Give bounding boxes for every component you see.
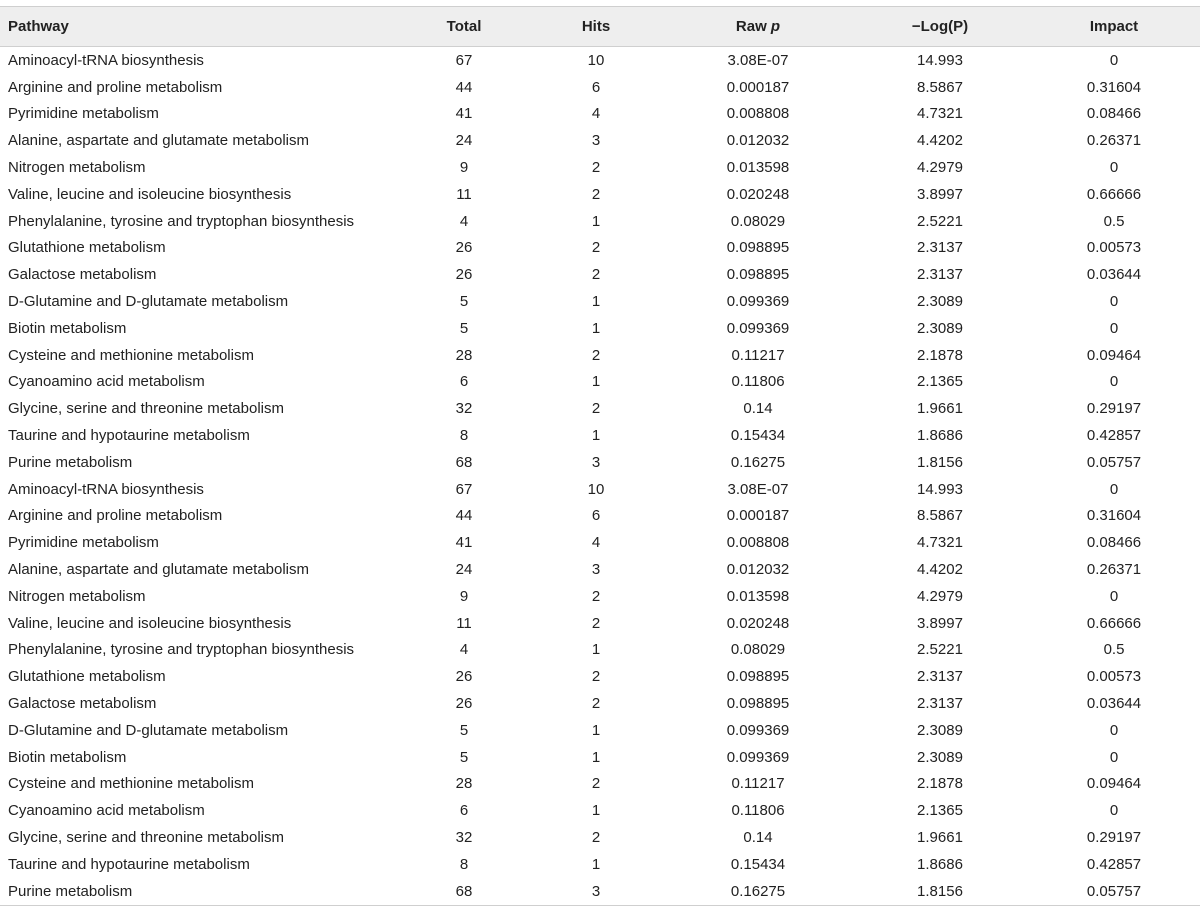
cell-raw-p: 0.11806	[731, 802, 785, 820]
cell-raw-p: 0.11217	[731, 346, 785, 364]
table-row	[0, 369, 1200, 396]
header-row	[0, 7, 1200, 47]
cell-neglog-p: 14.993	[917, 480, 963, 498]
cell-pathway: Glutathione metabolism	[8, 239, 166, 257]
cell-total: 11	[456, 614, 472, 632]
cell-hits: 1	[591, 721, 601, 739]
cell-total: 67	[455, 480, 473, 498]
cell-hits: 2	[591, 695, 601, 713]
cell-pathway: Taurine and hypotaurine metabolism	[8, 855, 250, 873]
cell-hits: 2	[591, 587, 601, 605]
cell-raw-p: 0.013598	[726, 587, 790, 605]
cell-raw-p: 0.098895	[726, 695, 790, 713]
cell-pathway: Alanine, aspartate and glutamate metabolism	[8, 561, 310, 579]
cell-hits: 1	[591, 373, 601, 391]
cell-impact: 0.42857	[1086, 855, 1142, 873]
table-header	[0, 7, 1200, 47]
table-row	[0, 503, 1200, 530]
cell-impact: 0.09464	[1086, 346, 1142, 364]
cell-raw-p: 0.14	[743, 829, 773, 846]
cell-impact: 0	[1109, 319, 1119, 337]
cell-neglog-p: 1.9661	[917, 829, 963, 846]
table-row	[0, 690, 1200, 717]
cell-impact: 0.29197	[1086, 829, 1142, 846]
header-total: Total	[400, 7, 528, 47]
cell-total: 4	[459, 212, 469, 230]
cell-total: 4	[459, 641, 469, 659]
cell-neglog-p: 2.5221	[917, 641, 963, 659]
cell-total: 32	[455, 829, 473, 846]
table-row	[0, 208, 1200, 235]
cell-hits: 2	[591, 614, 601, 632]
table-row	[0, 878, 1200, 905]
cell-total: 41	[455, 534, 473, 552]
cell-impact: 0.09464	[1086, 775, 1142, 793]
table-row	[0, 47, 1200, 74]
cell-pathway: Biotin metabolism	[8, 319, 127, 337]
cell-impact: 0.05757	[1086, 453, 1142, 471]
cell-raw-p: 0.099369	[726, 293, 790, 311]
cell-hits: 1	[591, 802, 601, 820]
header-impact: Impact	[1028, 7, 1200, 47]
cell-hits: 3	[591, 561, 601, 579]
cell-neglog-p: 4.7321	[917, 105, 963, 123]
cell-raw-p: 0.08029	[730, 212, 786, 230]
cell-impact: 0	[1109, 721, 1119, 739]
cell-hits: 1	[591, 293, 601, 311]
table-row	[0, 637, 1200, 664]
cell-neglog-p: 4.2979	[917, 159, 963, 177]
cell-hits: 1	[591, 748, 601, 766]
cell-hits: 2	[591, 829, 601, 846]
table-row	[0, 717, 1200, 744]
header-raw-p-prefix: Raw	[735, 18, 767, 35]
cell-neglog-p: 14.993	[917, 51, 963, 69]
table-row	[0, 261, 1200, 288]
table-row	[0, 663, 1200, 690]
cell-impact: 0.31604	[1086, 507, 1142, 525]
cell-impact: 0	[1109, 480, 1119, 498]
cell-raw-p: 0.08029	[730, 641, 786, 659]
cell-raw-p: 0.14	[743, 400, 773, 418]
cell-raw-p: 0.000187	[726, 507, 790, 525]
cell-impact: 0.29197	[1086, 400, 1142, 418]
table-row	[0, 74, 1200, 101]
table-row	[0, 342, 1200, 369]
table-row	[0, 154, 1200, 181]
cell-pathway: Pyrimidine metabolism	[8, 105, 159, 123]
cell-raw-p: 0.012032	[726, 561, 790, 579]
cell-pathway: Biotin metabolism	[8, 748, 127, 766]
cell-pathway: Phenylalanine, tyrosine and tryptophan biosynthesis	[8, 641, 355, 659]
cell-total: 28	[455, 346, 473, 364]
cell-impact: 0.03644	[1086, 266, 1142, 284]
cell-total: 32	[455, 400, 473, 418]
table-row	[0, 315, 1200, 342]
table-row	[0, 529, 1200, 556]
cell-impact: 0	[1109, 51, 1119, 69]
cell-impact: 0	[1109, 587, 1119, 605]
table-row	[0, 422, 1200, 449]
cell-hits: 2	[591, 185, 601, 203]
cell-pathway: Arginine and proline metabolism	[8, 507, 223, 525]
header-pathway: Pathway	[0, 7, 400, 47]
table-row	[0, 583, 1200, 610]
cell-pathway: Phenylalanine, tyrosine and tryptophan biosynthesis	[8, 212, 355, 230]
cell-total: 5	[459, 293, 469, 311]
cell-pathway: Nitrogen metabolism	[8, 587, 146, 605]
cell-neglog-p: 2.1878	[917, 346, 963, 364]
cell-raw-p: 3.08E-07	[727, 51, 789, 69]
cell-hits: 1	[591, 641, 601, 659]
table-row	[0, 181, 1200, 208]
cell-total: 68	[455, 453, 473, 471]
cell-neglog-p: 3.8997	[917, 614, 963, 632]
cell-neglog-p: 4.4202	[917, 132, 963, 150]
cell-raw-p: 0.16275	[664, 878, 852, 905]
cell-hits: 3	[528, 878, 664, 905]
cell-raw-p: 0.098895	[726, 239, 790, 257]
cell-neglog-p: 2.3137	[917, 266, 963, 284]
cell-impact: 0.00573	[1086, 239, 1142, 257]
cell-pathway: Arginine and proline metabolism	[8, 78, 223, 96]
cell-total: 26	[455, 239, 473, 257]
cell-total: 44	[455, 78, 473, 96]
cell-impact: 0.08466	[1086, 534, 1142, 552]
cell-hits: 2	[591, 400, 601, 418]
cell-pathway: D-Glutamine and D-glutamate metabolism	[8, 293, 289, 311]
table-row	[0, 771, 1200, 798]
cell-raw-p: 0.020248	[726, 614, 790, 632]
cell-raw-p: 0.16275	[730, 453, 786, 471]
cell-impact: 0.66666	[1086, 614, 1142, 632]
pathway-table	[0, 6, 1200, 906]
cell-impact: 0.42857	[1086, 427, 1142, 445]
cell-pathway: Valine, leucine and isoleucine biosynthesis	[8, 614, 292, 632]
cell-hits: 1	[591, 855, 601, 873]
cell-raw-p: 0.15434	[730, 855, 786, 873]
cell-neglog-p: 2.1365	[917, 802, 963, 820]
table-row	[0, 476, 1200, 503]
cell-hits: 1	[591, 319, 601, 337]
cell-total: 5	[459, 748, 469, 766]
cell-neglog-p: 2.3089	[917, 319, 963, 337]
cell-raw-p: 0.000187	[726, 78, 790, 96]
cell-impact: 0.5	[1103, 641, 1125, 659]
cell-raw-p: 0.008808	[726, 534, 790, 552]
pathway-table-container	[0, 6, 1200, 906]
cell-impact: 0.00573	[1086, 668, 1142, 686]
cell-total: 6	[459, 802, 469, 820]
cell-neglog-p: 8.5867	[917, 507, 963, 525]
cell-neglog-p: 4.4202	[917, 561, 963, 579]
cell-neglog-p: 4.7321	[917, 534, 963, 552]
cell-impact: 0.26371	[1086, 132, 1142, 150]
cell-total: 67	[455, 51, 473, 69]
cell-total: 5	[459, 319, 469, 337]
cell-total: 5	[459, 721, 469, 739]
cell-total: 9	[459, 159, 469, 177]
cell-pathway: Glycine, serine and threonine metabolism	[8, 400, 284, 418]
table-row	[0, 797, 1200, 824]
cell-pathway: Cyanoamino acid metabolism	[8, 373, 205, 391]
table-row	[0, 235, 1200, 262]
cell-pathway: Glutathione metabolism	[8, 668, 166, 686]
cell-neglog-p: 2.5221	[917, 212, 963, 230]
cell-impact: 0.05757	[1028, 878, 1200, 905]
cell-neglog-p: 1.8686	[917, 855, 963, 873]
cell-total: 9	[459, 587, 469, 605]
header-raw-p	[664, 7, 852, 47]
cell-raw-p: 0.11217	[731, 775, 785, 793]
table-row	[0, 101, 1200, 128]
cell-total: 44	[455, 507, 473, 525]
cell-total: 68	[400, 878, 528, 905]
cell-impact: 0	[1109, 293, 1119, 311]
cell-total: 28	[455, 775, 473, 793]
cell-hits: 10	[587, 480, 605, 498]
cell-neglog-p: 2.1365	[917, 373, 963, 391]
cell-raw-p: 0.11806	[731, 373, 785, 391]
cell-hits: 1	[591, 427, 601, 445]
cell-raw-p: 0.020248	[726, 185, 790, 203]
cell-pathway: Pyrimidine metabolism	[8, 534, 159, 552]
cell-pathway: Nitrogen metabolism	[8, 159, 146, 177]
table-row	[0, 288, 1200, 315]
header-raw-p-italic: p	[770, 18, 781, 35]
cell-impact: 0.31604	[1086, 78, 1142, 96]
cell-neglog-p: 2.3089	[917, 293, 963, 311]
cell-raw-p: 0.012032	[726, 132, 790, 150]
cell-pathway: Galactose metabolism	[8, 695, 157, 713]
cell-pathway: D-Glutamine and D-glutamate metabolism	[8, 721, 289, 739]
cell-hits: 6	[591, 507, 601, 525]
cell-raw-p: 0.098895	[726, 266, 790, 284]
cell-hits: 4	[591, 105, 601, 123]
cell-impact: 0.26371	[1086, 561, 1142, 579]
cell-neglog-p: 3.8997	[917, 185, 963, 203]
cell-impact: 0	[1109, 748, 1119, 766]
cell-raw-p: 0.099369	[726, 319, 790, 337]
cell-total: 8	[459, 855, 469, 873]
table-row	[0, 449, 1200, 476]
cell-hits: 2	[591, 775, 601, 793]
cell-hits: 1	[591, 212, 601, 230]
cell-hits: 2	[591, 239, 601, 257]
cell-pathway: Glycine, serine and threonine metabolism	[8, 829, 284, 846]
cell-total: 24	[455, 132, 473, 150]
cell-hits: 2	[591, 159, 601, 177]
cell-raw-p: 0.008808	[726, 105, 790, 123]
cell-raw-p: 3.08E-07	[727, 480, 789, 498]
cell-pathway: Aminoacyl-tRNA biosynthesis	[8, 480, 204, 498]
cell-pathway: Aminoacyl-tRNA biosynthesis	[8, 51, 204, 69]
table-body	[0, 47, 1200, 906]
cell-pathway: Valine, leucine and isoleucine biosynthesis	[8, 185, 292, 203]
cell-neglog-p: 2.3137	[917, 239, 963, 257]
cell-neglog-p: 2.3089	[917, 721, 963, 739]
cell-total: 6	[459, 373, 469, 391]
cell-hits: 6	[591, 78, 601, 96]
table-row	[0, 127, 1200, 154]
cell-pathway: Taurine and hypotaurine metabolism	[8, 427, 250, 445]
cell-neglog-p: 4.2979	[917, 587, 963, 605]
cell-neglog-p: 1.8156	[917, 453, 963, 471]
cell-pathway: Cysteine and methionine metabolism	[8, 346, 254, 364]
table-row	[0, 610, 1200, 637]
cell-pathway: Alanine, aspartate and glutamate metabolism	[8, 132, 310, 150]
cell-total: 8	[459, 427, 469, 445]
cell-hits: 3	[591, 132, 601, 150]
cell-hits: 2	[591, 346, 601, 364]
cell-total: 26	[455, 668, 473, 686]
cell-impact: 0.08466	[1086, 105, 1142, 123]
cell-neglog-p: 1.9661	[917, 400, 963, 418]
cell-pathway: Purine metabolism	[8, 453, 133, 471]
header-neglog-p: −Log(P)	[852, 7, 1028, 47]
cell-hits: 3	[591, 453, 601, 471]
cell-hits: 4	[591, 534, 601, 552]
cell-total: 26	[455, 266, 473, 284]
cell-hits: 2	[591, 668, 601, 686]
cell-impact: 0	[1109, 373, 1119, 391]
cell-raw-p: 0.099369	[726, 748, 790, 766]
table-row	[0, 556, 1200, 583]
table-row	[0, 744, 1200, 771]
cell-pathway: Purine metabolism	[0, 878, 400, 905]
cell-neglog-p: 2.3089	[917, 748, 963, 766]
cell-raw-p: 0.013598	[726, 159, 790, 177]
cell-hits: 10	[587, 51, 605, 69]
cell-total: 24	[455, 561, 473, 579]
cell-impact: 0	[1109, 159, 1119, 177]
cell-neglog-p: 8.5867	[917, 78, 963, 96]
cell-raw-p: 0.099369	[726, 721, 790, 739]
cell-neglog-p: 2.3137	[917, 695, 963, 713]
cell-neglog-p: 2.3137	[917, 668, 963, 686]
cell-pathway: Cysteine and methionine metabolism	[8, 775, 254, 793]
header-hits: Hits	[528, 7, 664, 47]
cell-total: 26	[455, 695, 473, 713]
table-row	[0, 824, 1200, 851]
cell-impact: 0.66666	[1086, 185, 1142, 203]
cell-hits: 2	[591, 266, 601, 284]
cell-neglog-p: 2.1878	[917, 775, 963, 793]
cell-pathway: Cyanoamino acid metabolism	[8, 802, 205, 820]
cell-total: 41	[455, 105, 473, 123]
cell-pathway: Galactose metabolism	[8, 266, 157, 284]
cell-neglog-p: 1.8686	[917, 427, 963, 445]
cell-impact: 0.5	[1103, 212, 1125, 230]
cell-impact: 0.03644	[1086, 695, 1142, 713]
table-row	[0, 395, 1200, 422]
cell-impact: 0	[1109, 802, 1119, 820]
cell-neglog-p: 1.8156	[852, 878, 1028, 905]
cell-raw-p: 0.15434	[730, 427, 786, 445]
cell-total: 11	[456, 185, 472, 203]
table-row	[0, 851, 1200, 878]
cell-raw-p: 0.098895	[726, 668, 790, 686]
